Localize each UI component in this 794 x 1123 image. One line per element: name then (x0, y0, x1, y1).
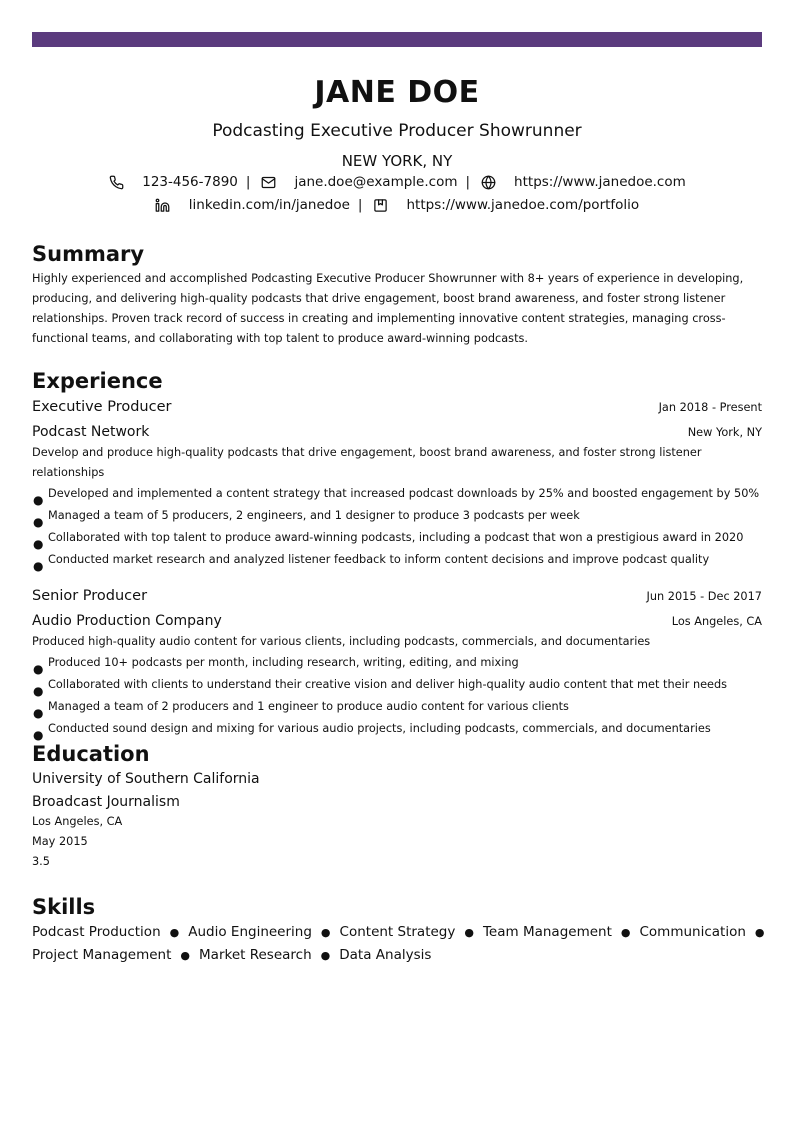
skill-item: Market Research (199, 947, 312, 963)
job-dates: Jun 2015 - Dec 2017 (646, 590, 762, 603)
bullet-icon: ● (180, 949, 191, 962)
separator: | (245, 174, 251, 190)
resume-header (32, 74, 762, 215)
bullet-icon: ● (320, 949, 331, 962)
bullet-text: Conducted market research and analyzed listener feedback to inform content decisions and improve podcast quality (48, 553, 710, 566)
job-location: New York, NY (687, 426, 762, 439)
skill-item: Team Management (482, 924, 612, 940)
list-item (32, 652, 762, 674)
bullet-text: Managed a team of 2 producers and 1 engineer to produce audio content for various clients (48, 700, 569, 713)
job-bullets (32, 652, 762, 740)
candidate-name: JANE DOE (314, 75, 480, 110)
bullet-text: Collaborated with top talent to produce award-winning podcasts, including a podcast that won a prestigious award in 2020 (48, 531, 744, 544)
bullet-text: Collaborated with clients to understand their creative vision and deliver high-quality audio content that met their needs (48, 678, 728, 691)
summary-text: Highly experienced and accomplished Podcasting Executive Producer Showrunner with 8+ years of experience in developing, producing, and delivering high-quality podcasts that drive engagement, boost brand awareness, and foster strong listener relationships. Proven track record of success in creating and implementing innovative content strategies, managing cross-functional teams, and collaborating with top talent to produce award-winning podcasts. (32, 272, 744, 345)
bullet-icon: ● (33, 493, 44, 507)
skill-item: Project Management (32, 947, 172, 963)
contact-row-2 (32, 195, 762, 215)
portfolio-link[interactable]: https://www.janedoe.com/portfolio (406, 197, 640, 213)
phone-number: 123-456-7890 (142, 174, 238, 190)
job-headline: Podcasting Executive Producer Showrunner (212, 121, 582, 141)
list-item (32, 549, 762, 571)
phone-icon (108, 174, 124, 190)
list-item (32, 696, 762, 718)
list-item (32, 483, 762, 505)
skills-heading: Skills (32, 895, 96, 919)
bullet-icon: ● (169, 926, 180, 939)
email-link[interactable]: jane.doe@example.com (294, 174, 458, 190)
job-dates: Jan 2018 - Present (658, 401, 762, 414)
accent-bar (32, 32, 762, 47)
skill-item: Data Analysis (339, 947, 432, 963)
skills-list (32, 921, 765, 967)
skills-section (32, 894, 765, 967)
portfolio-icon (372, 197, 388, 213)
job-entry (32, 397, 762, 571)
summary-section (32, 241, 762, 349)
list-item (32, 527, 762, 549)
school-location: Los Angeles, CA (32, 815, 123, 828)
separator: | (465, 174, 471, 190)
skill-item: Audio Engineering (188, 924, 312, 940)
bullet-icon: ● (320, 926, 331, 939)
graduation-date: May 2015 (32, 835, 88, 848)
bullet-icon: ● (33, 706, 44, 720)
bullet-icon: ● (464, 926, 474, 939)
education-section (32, 741, 762, 872)
company-name: Podcast Network (32, 424, 150, 440)
education-heading: Education (32, 742, 150, 766)
bullet-icon: ● (33, 537, 44, 551)
bullet-icon: ● (33, 559, 44, 573)
contact-row-1 (32, 172, 762, 192)
candidate-location: NEW YORK, NY (341, 152, 453, 170)
bullet-icon: ● (33, 728, 44, 742)
job-bullets (32, 483, 762, 571)
bullet-icon: ● (754, 926, 765, 939)
linkedin-icon (155, 197, 171, 213)
linkedin-link[interactable]: linkedin.com/in/janedoe (188, 197, 350, 213)
job-title: Senior Producer (32, 588, 148, 604)
mail-icon (260, 174, 276, 190)
list-item (32, 718, 762, 740)
bullet-text: Developed and implemented a content strategy that increased podcast downloads by 25% and boosted engagement by 50% (48, 487, 760, 500)
job-description: Develop and produce high-quality podcasts that drive engagement, boost brand awareness, and foster strong listener relationships (32, 446, 702, 479)
experience-heading: Experience (32, 369, 163, 393)
bullet-icon: ● (33, 515, 44, 529)
bullet-text: Managed a team of 5 producers, 2 engineers, and 1 designer to produce 3 podcasts per week (48, 509, 580, 522)
website-link[interactable]: https://www.janedoe.com (514, 174, 686, 190)
separator: | (357, 197, 363, 213)
experience-section (32, 368, 762, 740)
summary-heading: Summary (32, 242, 145, 266)
bullet-icon: ● (620, 926, 631, 939)
bullet-text: Conducted sound design and mixing for various audio projects, including podcasts, commercials, and documentaries (48, 722, 711, 735)
skill-item: Podcast Production (32, 924, 161, 940)
job-entry (32, 586, 762, 740)
globe-icon (480, 174, 496, 190)
job-title: Executive Producer (32, 399, 172, 415)
company-name: Audio Production Company (32, 613, 222, 629)
school-name: University of Southern California (32, 771, 260, 787)
skill-item: Content Strategy (339, 924, 456, 940)
job-description: Produced high-quality audio content for various clients, including podcasts, commercials, and documentaries (32, 635, 651, 648)
list-item (32, 505, 762, 527)
gpa: 3.5 (32, 855, 50, 868)
bullet-text: Produced 10+ podcasts per month, including research, writing, editing, and mixing (48, 656, 519, 669)
degree: Broadcast Journalism (32, 794, 180, 810)
skill-item: Communication (639, 924, 746, 940)
bullet-icon: ● (33, 684, 44, 698)
job-location: Los Angeles, CA (671, 615, 762, 628)
bullet-icon: ● (33, 662, 44, 676)
list-item (32, 674, 762, 696)
